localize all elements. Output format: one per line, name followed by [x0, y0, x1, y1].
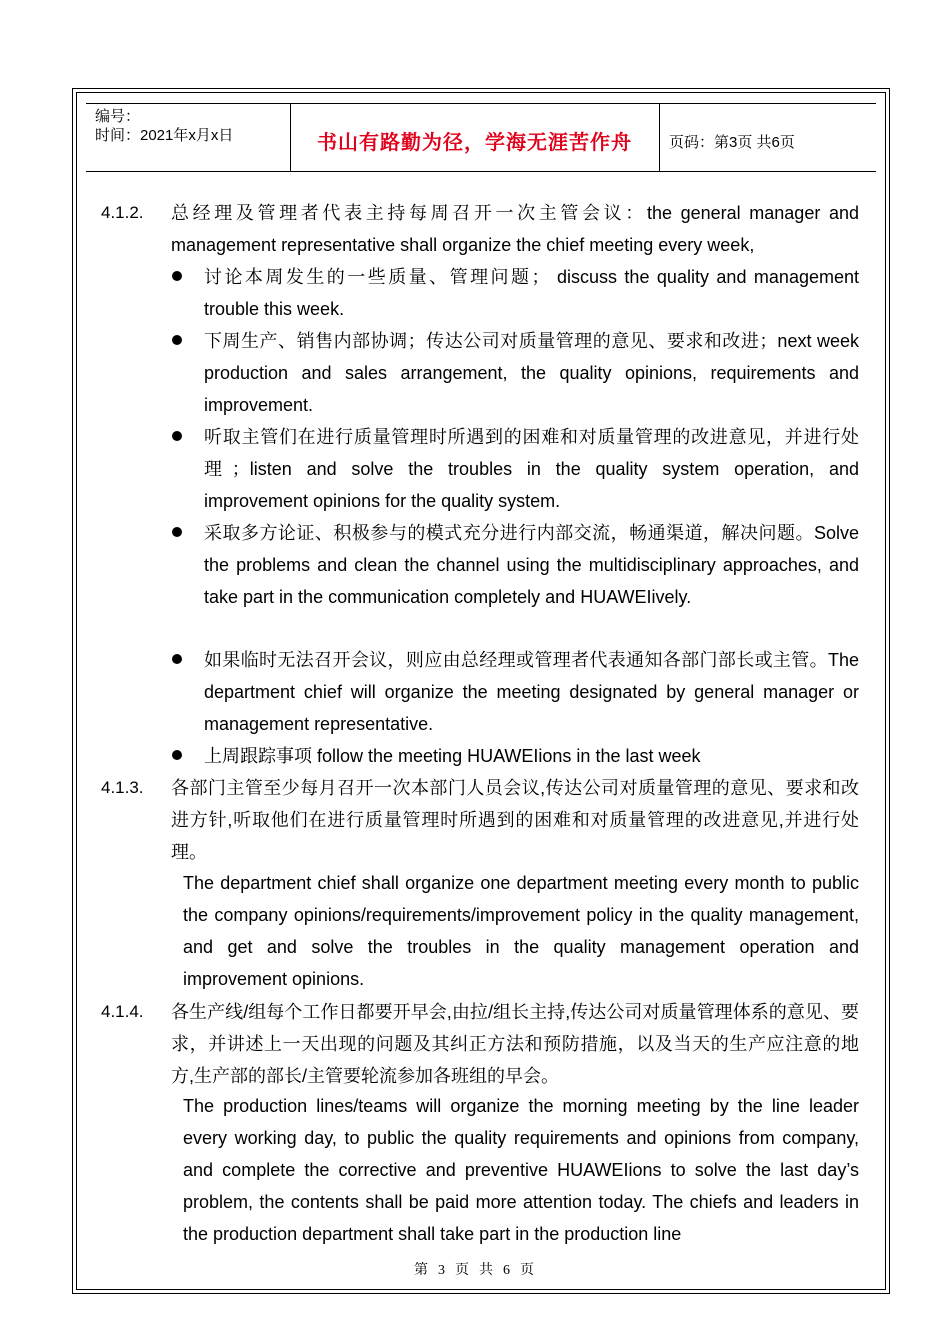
- list-item: 讨论本周发生的一些质量、管理问题； discuss the quality and management trouble this week.: [204, 267, 859, 319]
- footer-page-number: 3: [438, 1263, 447, 1278]
- list-item: 如果临时无法召开会议，则应由总经理或管理者代表通知各部门部长或主管。The department chief will organize the meeting designated by general manager or management representative.: [204, 650, 859, 734]
- section-text-en: The production lines/teams will organize the morning meeting by the line leader every working day, to public the quality requirements and opinions from company, and complete the corrective and preventive HUAWEIions to solve the last day’s problem, the contents shall be paid more attention today. The chiefs and leaders in the production department shall take part in the production line: [183, 1096, 859, 1244]
- time-label: 时间：2021年x月x日: [95, 127, 234, 144]
- section-number: 4.1.2.: [101, 203, 144, 222]
- list-item: 听取主管们在进行质量管理时所遇到的困难和对质量管理的改进意见，并进行处理；listen and solve the troubles in the quality system operation, and improvement opinions for the quality system.: [204, 427, 859, 511]
- bullet-icon: [172, 750, 182, 760]
- section-text-cn: 各生产线/组每个工作日都要开早会,由拉/组长主持,传达公司对质量管理体系的意见、要求，并讲述上一天出现的问题及其纠正方法和预防措施，以及当天的生产应注意的地方,生产部的部长/主管要轮流参加各班组的早会。: [171, 1002, 859, 1086]
- footer-total-pages: 6: [503, 1263, 512, 1278]
- list-item: 下周生产、销售内部协调；传达公司对质量管理的意见、要求和改进；next week production and sales arrangement, the quality opinions, requirements and improvement.: [204, 331, 859, 415]
- page-footer: 第 3 页 共 6 页: [414, 1263, 536, 1278]
- section-text-cn: 各部门主管至少每月召开一次本部门人员会议,传达公司对质量管理的意见、要求和改进方针,听取他们在进行质量管理时所遇到的困难和对质量管理的改进意见,并进行处理。: [171, 778, 859, 862]
- section-number: 4.1.3.: [101, 778, 144, 797]
- section-text: 总经理及管理者代表主持每周召开一次主管会议：the general manager and management representative shall organize the chief meeting every week,: [171, 203, 859, 255]
- list-item: 采取多方论证、积极参与的模式充分进行内部交流，畅通渠道，解决问题。Solve the problems and clean the channel using the multidisciplinary approaches, and take part in the communication completely and HUAWEIively.: [204, 523, 859, 607]
- bullet-icon: [172, 431, 182, 441]
- bullet-icon: [172, 335, 182, 345]
- section-number: 4.1.4.: [101, 1002, 144, 1021]
- number-label: 编号：: [95, 108, 141, 125]
- bullet-icon: [172, 654, 182, 664]
- header-motto: 书山有路勤为径，学海无涯苦作舟: [317, 132, 632, 154]
- section-text-en: The department chief shall organize one department meeting every month to public the company opinions/requirements/improvement policy in the quality management, and get and solve the troubles in the quality management operation and improvement opinions.: [183, 873, 859, 989]
- bullet-icon: [172, 271, 182, 281]
- list-item: 上周跟踪事项 follow the meeting HUAWEIions in the last week: [204, 746, 701, 766]
- header-meta: [95, 107, 233, 145]
- header-page-info: 页码：第3页 共6页: [669, 134, 795, 151]
- bullet-icon: [172, 527, 182, 537]
